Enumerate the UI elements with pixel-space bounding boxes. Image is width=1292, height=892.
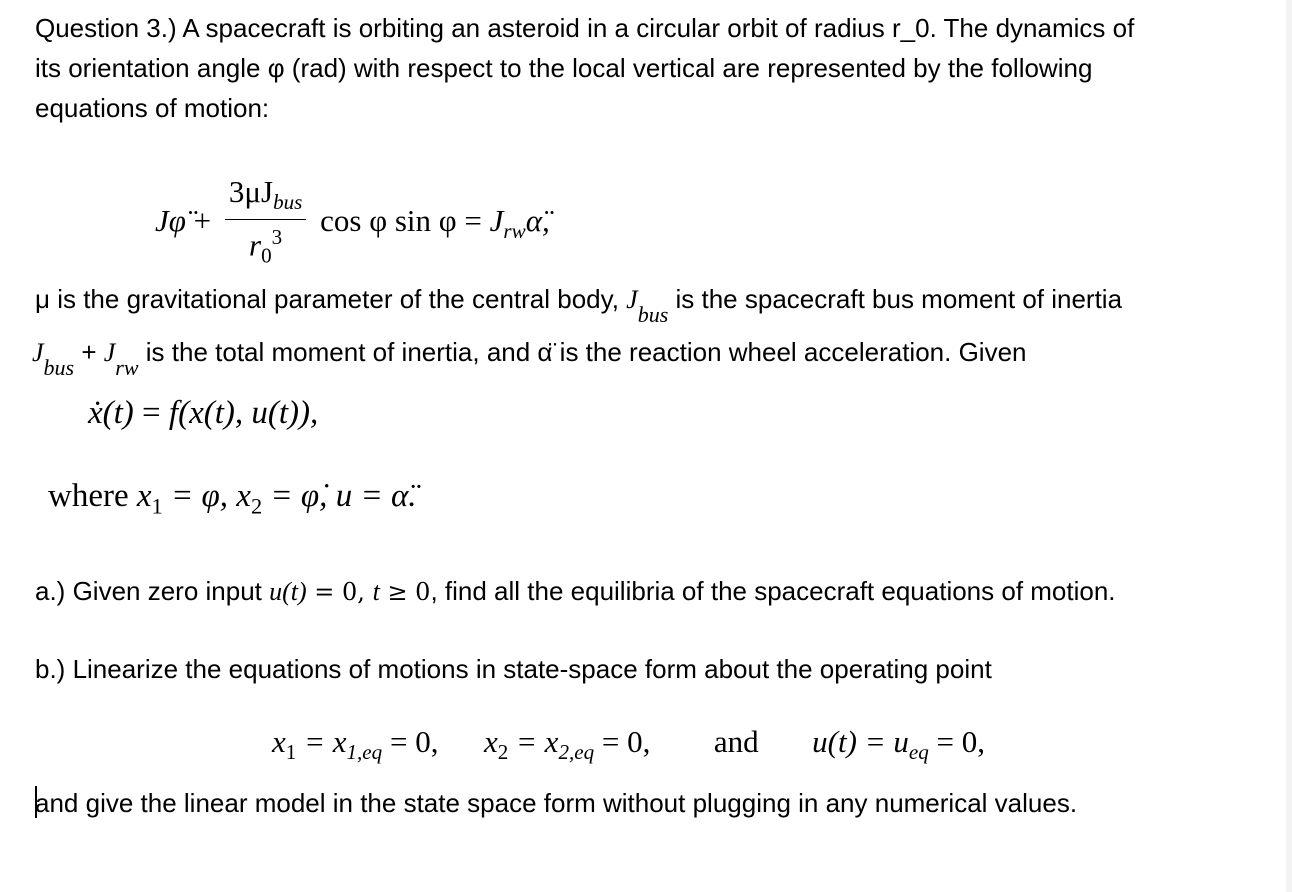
desc-l1-a: μ is the gravitational parameter of the central body,	[35, 284, 627, 314]
desc-line-2	[32, 332, 1027, 380]
eq3-u: u	[335, 478, 353, 514]
part-a-post: , find all the equilibria of the spacecraft equations of motion.	[430, 576, 1116, 606]
scrollbar[interactable]	[1286, 0, 1292, 892]
eq1-num-sub: bus	[273, 190, 303, 215]
eq3-x2: x	[236, 478, 251, 514]
eq1-plus: +	[185, 202, 212, 238]
op-x2-val: = 0,	[594, 724, 651, 759]
eq1-num: 3μJ	[228, 174, 274, 209]
desc-l2-b: is the total moment of inertia, and α̈ is the reaction wheel acceleration. Given	[138, 337, 1027, 367]
eq3-x1: x	[136, 478, 152, 514]
eq3-u-rhs: = α̈.	[352, 478, 417, 514]
desc-l1-b: is the spacecraft bus moment of inertia	[668, 284, 1123, 314]
part-a-mid: = 0,	[306, 578, 373, 606]
part-b-line-1: b.) Linearize the equations of motions in state-space form about the operating point	[35, 654, 992, 684]
desc-line-1	[35, 279, 1123, 327]
eq1-den-sub: 0	[261, 243, 272, 268]
op-x2-sub: 2	[497, 740, 509, 765]
eq1-trig: cos φ sin φ	[320, 202, 457, 238]
intro-line-2: its orientation angle φ (rad) with respect to the local vertical are represented by the following	[35, 53, 1093, 83]
op-x1: x	[272, 724, 286, 759]
eq1-rhs-J: J	[489, 202, 504, 238]
intro-line-1: Question 3.) A spacecraft is orbiting an asteroid in a circular orbit of radius r_0. The dynamics of	[35, 13, 1135, 43]
op-and: and	[713, 724, 759, 759]
part-b-line-2: and give the linear model in the state space form without plugging in any numerical values.	[35, 788, 1078, 818]
equation-of-motion	[155, 175, 550, 273]
state-equation	[88, 395, 318, 432]
eq1-lhs-acc: φ̈	[168, 202, 186, 238]
op-u: u(t)	[812, 724, 857, 759]
part-a	[35, 571, 1116, 612]
eq2-lhs: ẋ(t)	[88, 395, 134, 431]
eq1-den: r	[249, 227, 262, 263]
part-a-math2: t	[372, 577, 380, 606]
eq1-rhs-sub: rw	[503, 219, 526, 244]
state-definitions	[48, 478, 417, 520]
eq2-rhs: f(x(t), u(t)),	[168, 395, 319, 431]
desc-l2-sub2: rw	[115, 355, 139, 380]
eq1-fraction	[225, 175, 306, 273]
op-u-eq: = u	[856, 724, 909, 759]
desc-l2-plus: +	[74, 337, 104, 367]
op-u-val: = 0,	[928, 724, 985, 759]
eq1-den-sup: 3	[271, 225, 283, 250]
part-a-mid2: ≥ 0	[379, 578, 431, 606]
eq1-rhs-acc: α̈,	[525, 202, 550, 238]
op-x1-sub: 1	[285, 740, 297, 765]
op-x2-eq: = x	[508, 724, 559, 759]
operating-point	[272, 724, 985, 765]
eq3-x2-sub: 2	[250, 493, 263, 519]
intro-line-3: equations of motion:	[35, 93, 270, 123]
part-a-pre: a.) Given zero input	[35, 576, 270, 606]
eq1-equals: =	[464, 202, 482, 238]
part-a-math: u(t)	[269, 577, 307, 606]
desc-l1-sub: bus	[637, 302, 669, 327]
desc-l1-J: J	[626, 285, 638, 314]
desc-l2-J2: J	[103, 338, 116, 367]
op-x2: x	[483, 724, 498, 759]
op-u-eqsub: eq	[908, 740, 929, 765]
op-x1-eqsub: 1,eq	[346, 740, 383, 765]
desc-l2-J1: J	[32, 338, 44, 367]
eq3-x2-rhs: = φ̇,	[262, 478, 336, 514]
eq3-x1-rhs: = φ,	[162, 478, 237, 514]
op-x2-eqsub: 2,eq	[558, 740, 595, 765]
op-x1-val: = 0,	[382, 724, 439, 759]
op-x1-eq: = x	[296, 724, 347, 759]
eq3-word: where	[48, 478, 137, 514]
eq3-x1-sub: 1	[151, 493, 163, 519]
eq1-lhs-J: J	[155, 202, 169, 238]
eq2-eq: =	[133, 395, 169, 431]
desc-l2-sub1: bus	[43, 355, 75, 380]
